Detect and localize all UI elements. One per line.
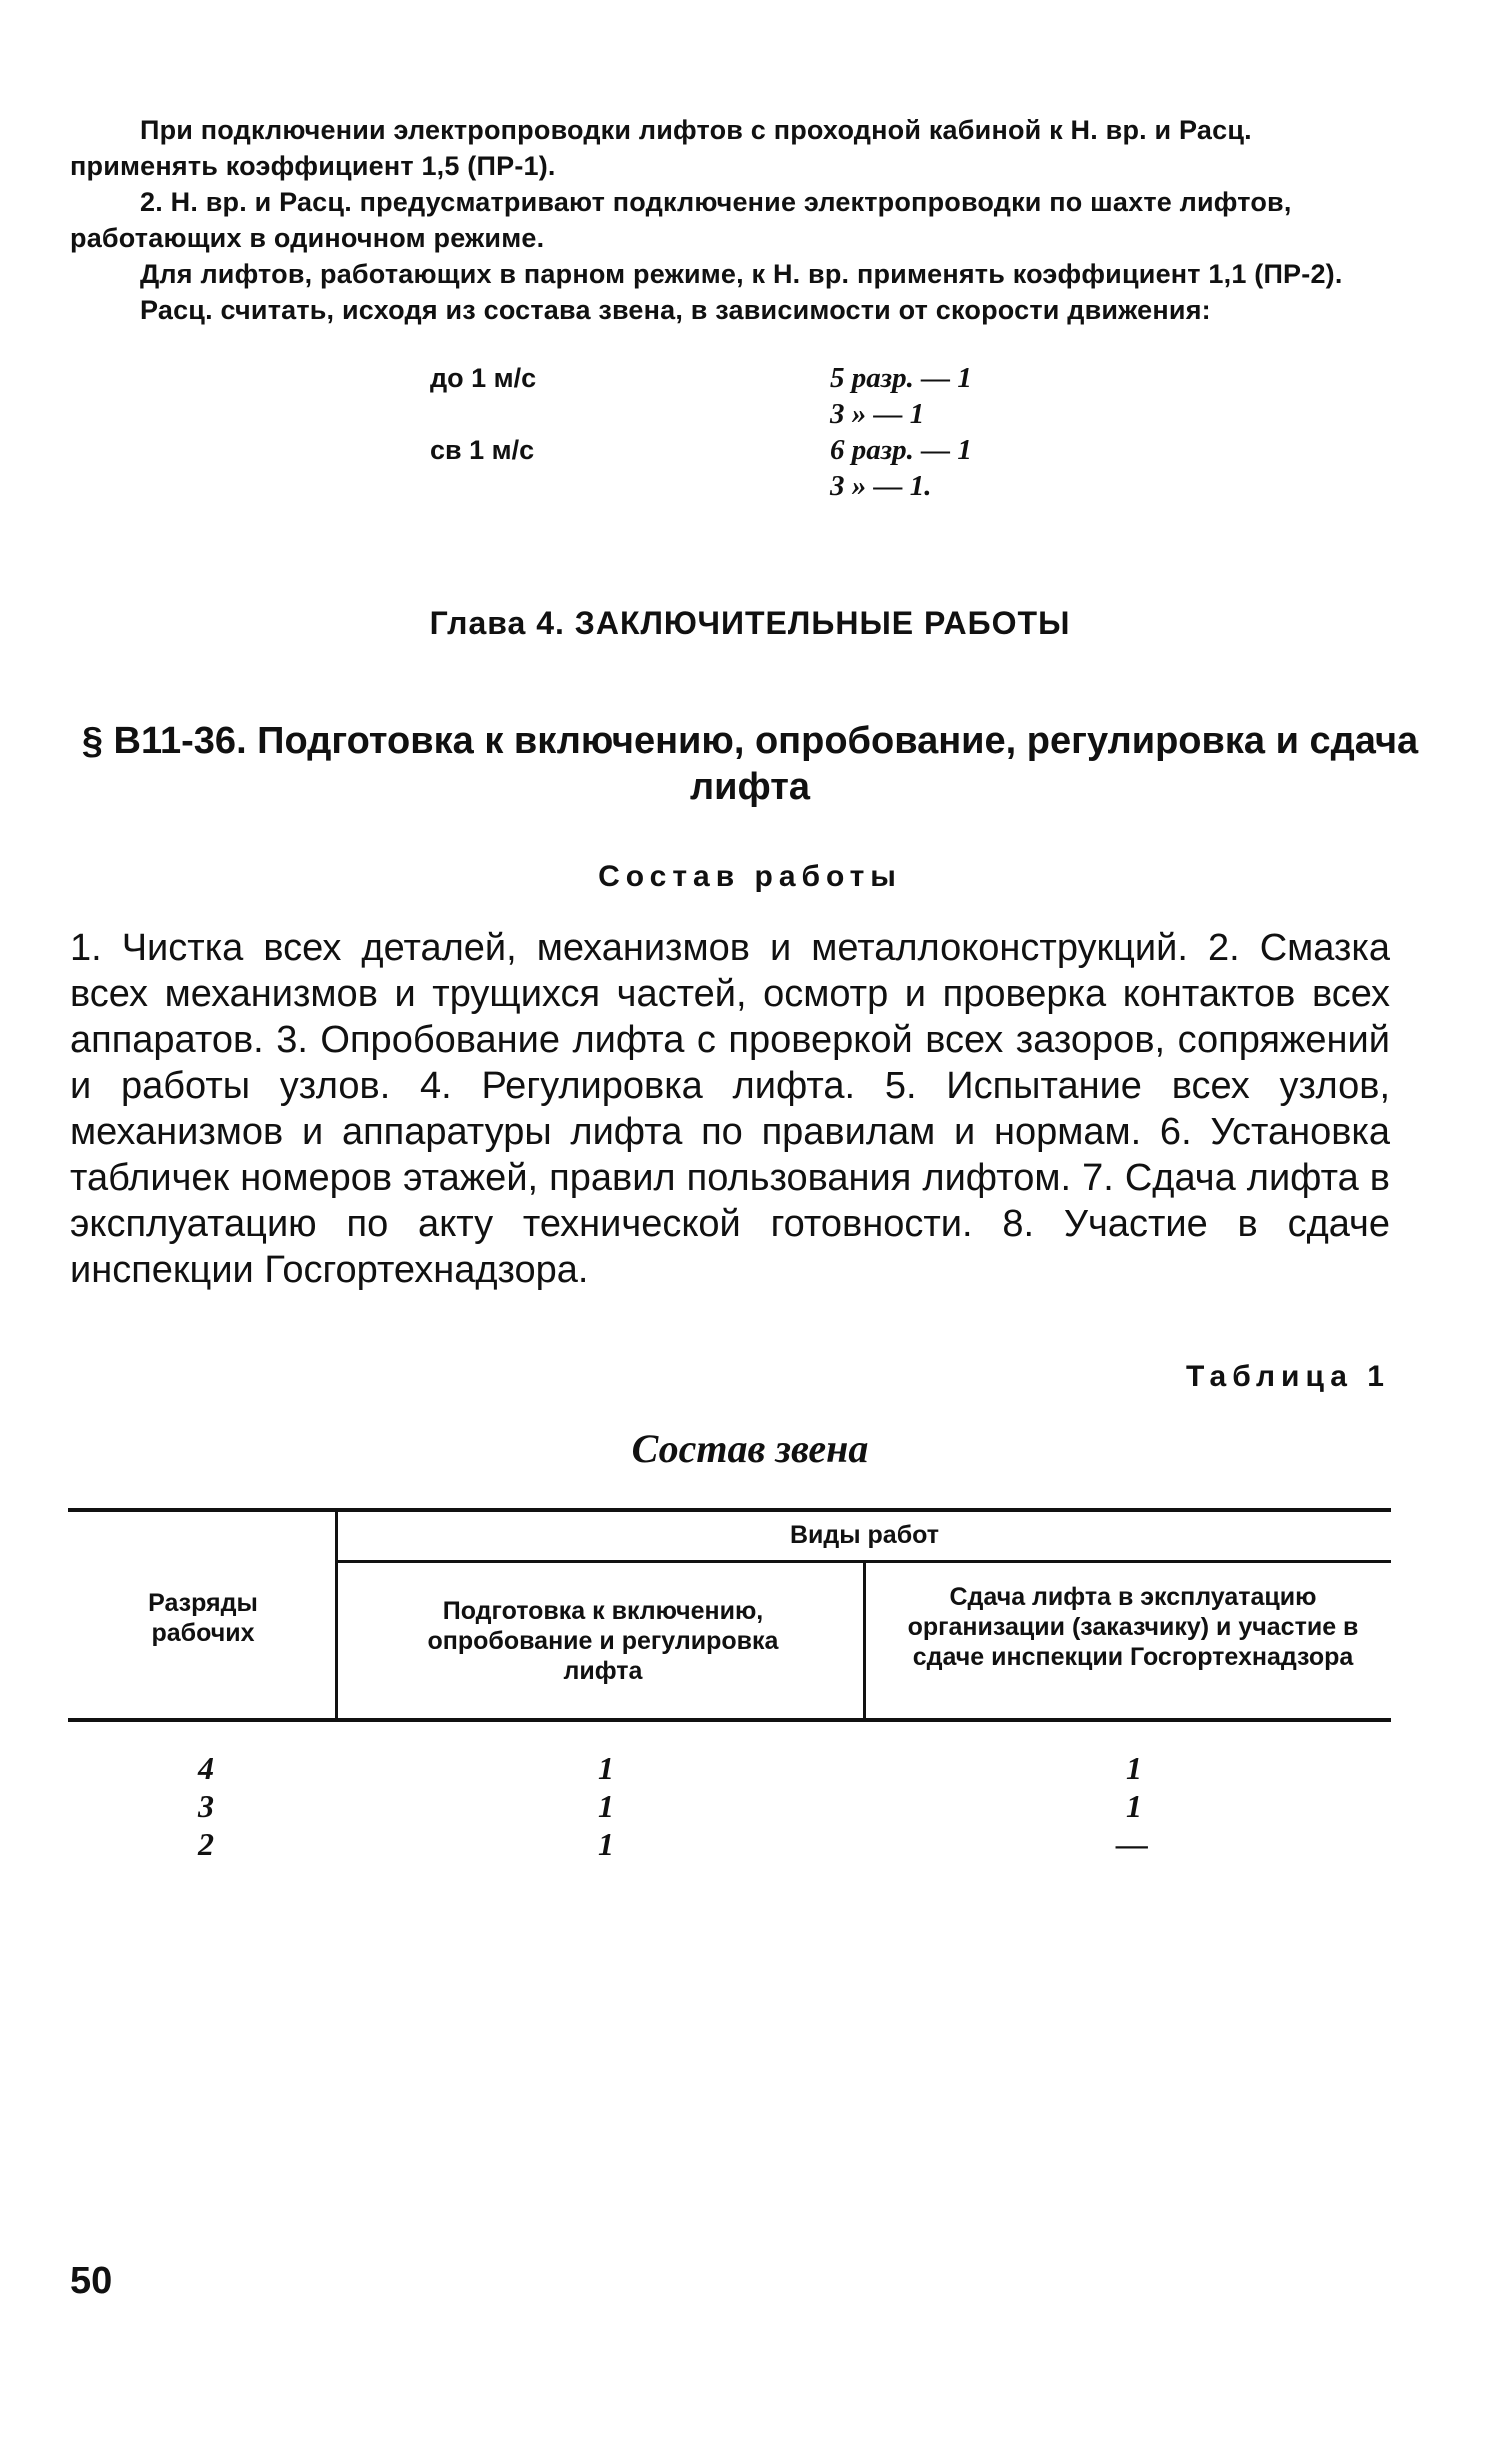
- work-composition-heading: Состав работы: [598, 860, 902, 893]
- table-cell: —: [1116, 1826, 1148, 1862]
- section-heading: § В11-36. Подготовка к включению, опробование, регулировка и сдача лифта: [81, 720, 1419, 808]
- speed-label: до 1 м/с: [430, 363, 537, 393]
- chapter-heading: Глава 4. ЗАКЛЮЧИТЕЛЬНЫЕ РАБОТЫ: [429, 605, 1071, 641]
- speed-label: [430, 396, 830, 432]
- note-paragraph-1: При подключении электропроводки лифтов с проходной кабиной к Н. вр. и Расц. применять коэффициент 1,5 (ПР-1).: [70, 115, 1252, 181]
- table-cell: 1: [1126, 1788, 1142, 1824]
- speed-row: [430, 468, 972, 504]
- crew-value: 3 » — 1: [830, 398, 925, 430]
- header-work-types: Виды работ: [789, 1521, 940, 1549]
- speed-row: [430, 396, 972, 432]
- work-composition-text: 1. Чистка всех деталей, механизмов и металлоконструкций. 2. Смазка всех механизмов и трущихся частей, осмотр и проверка контактов всех аппаратов. 3. Опробование лифта с проверкой всех зазоров, сопряжений и работы узлов. 4. Регулировка лифта. 5. Испытание всех узлов, механизмов и аппаратуры лифта по правилам и нормам. 6. Установка табличек номеров этажей, правил пользования лифтом. 7. Сдача лифта в эксплуатацию по акту технической готовности. 8. Участие в сдаче инспекции Госгортехнадзора.: [70, 927, 1390, 1291]
- header-preparation: Подготовка к включению, опробование и регулировка лифта: [427, 1597, 779, 1685]
- table-header-rule: [68, 1718, 1391, 1722]
- note-paragraph-4-bold: Расц.: [140, 295, 213, 325]
- table-cell: 1: [598, 1750, 614, 1786]
- speed-row: [430, 432, 972, 468]
- table-cell: 1: [598, 1788, 614, 1824]
- table-cell: 4: [198, 1750, 214, 1786]
- note-paragraph-3: Для лифтов, работающих в парном режиме, к Н. вр. применять коэффициент 1,1 (ПР-2).: [140, 259, 1343, 289]
- table-cell: 1: [1126, 1750, 1142, 1786]
- table-label: Таблица 1: [1185, 1360, 1390, 1393]
- speed-row: [430, 360, 972, 396]
- table-caption: Состав звена: [631, 1426, 869, 1471]
- note-paragraph-2: 2. Н. вр. и Расц. предусматривают подключение электропроводки по шахте лифтов, работающих в одиночном режиме.: [70, 187, 1292, 253]
- speed-label: [430, 468, 830, 504]
- speed-crew-list: [430, 360, 972, 504]
- notes-block: [70, 112, 1400, 328]
- header-worker-grades: Разряды рабочих: [148, 1589, 258, 1647]
- crew-value: 5 разр. — 1: [830, 362, 972, 394]
- page-number: 50: [70, 2260, 113, 2302]
- crew-value: 3 » — 1.: [830, 470, 932, 502]
- table-cell: 1: [598, 1826, 614, 1862]
- table-cell: 2: [198, 1826, 214, 1862]
- speed-label: св 1 м/с: [430, 435, 535, 465]
- note-paragraph-4-text: считать, исходя из состава звена, в зависимости от скорости движения:: [212, 295, 1211, 325]
- table-divider: [863, 1562, 866, 1720]
- note-paragraph-4: [70, 292, 1400, 328]
- table-top-rule: [68, 1508, 1391, 1512]
- table-cell: 3: [198, 1788, 214, 1824]
- header-handover: Сдача лифта в эксплуатацию организации (заказчику) и участие в сдаче инспекции Госгортехнадзора: [907, 1583, 1359, 1671]
- crew-value: 6 разр. — 1: [830, 434, 972, 466]
